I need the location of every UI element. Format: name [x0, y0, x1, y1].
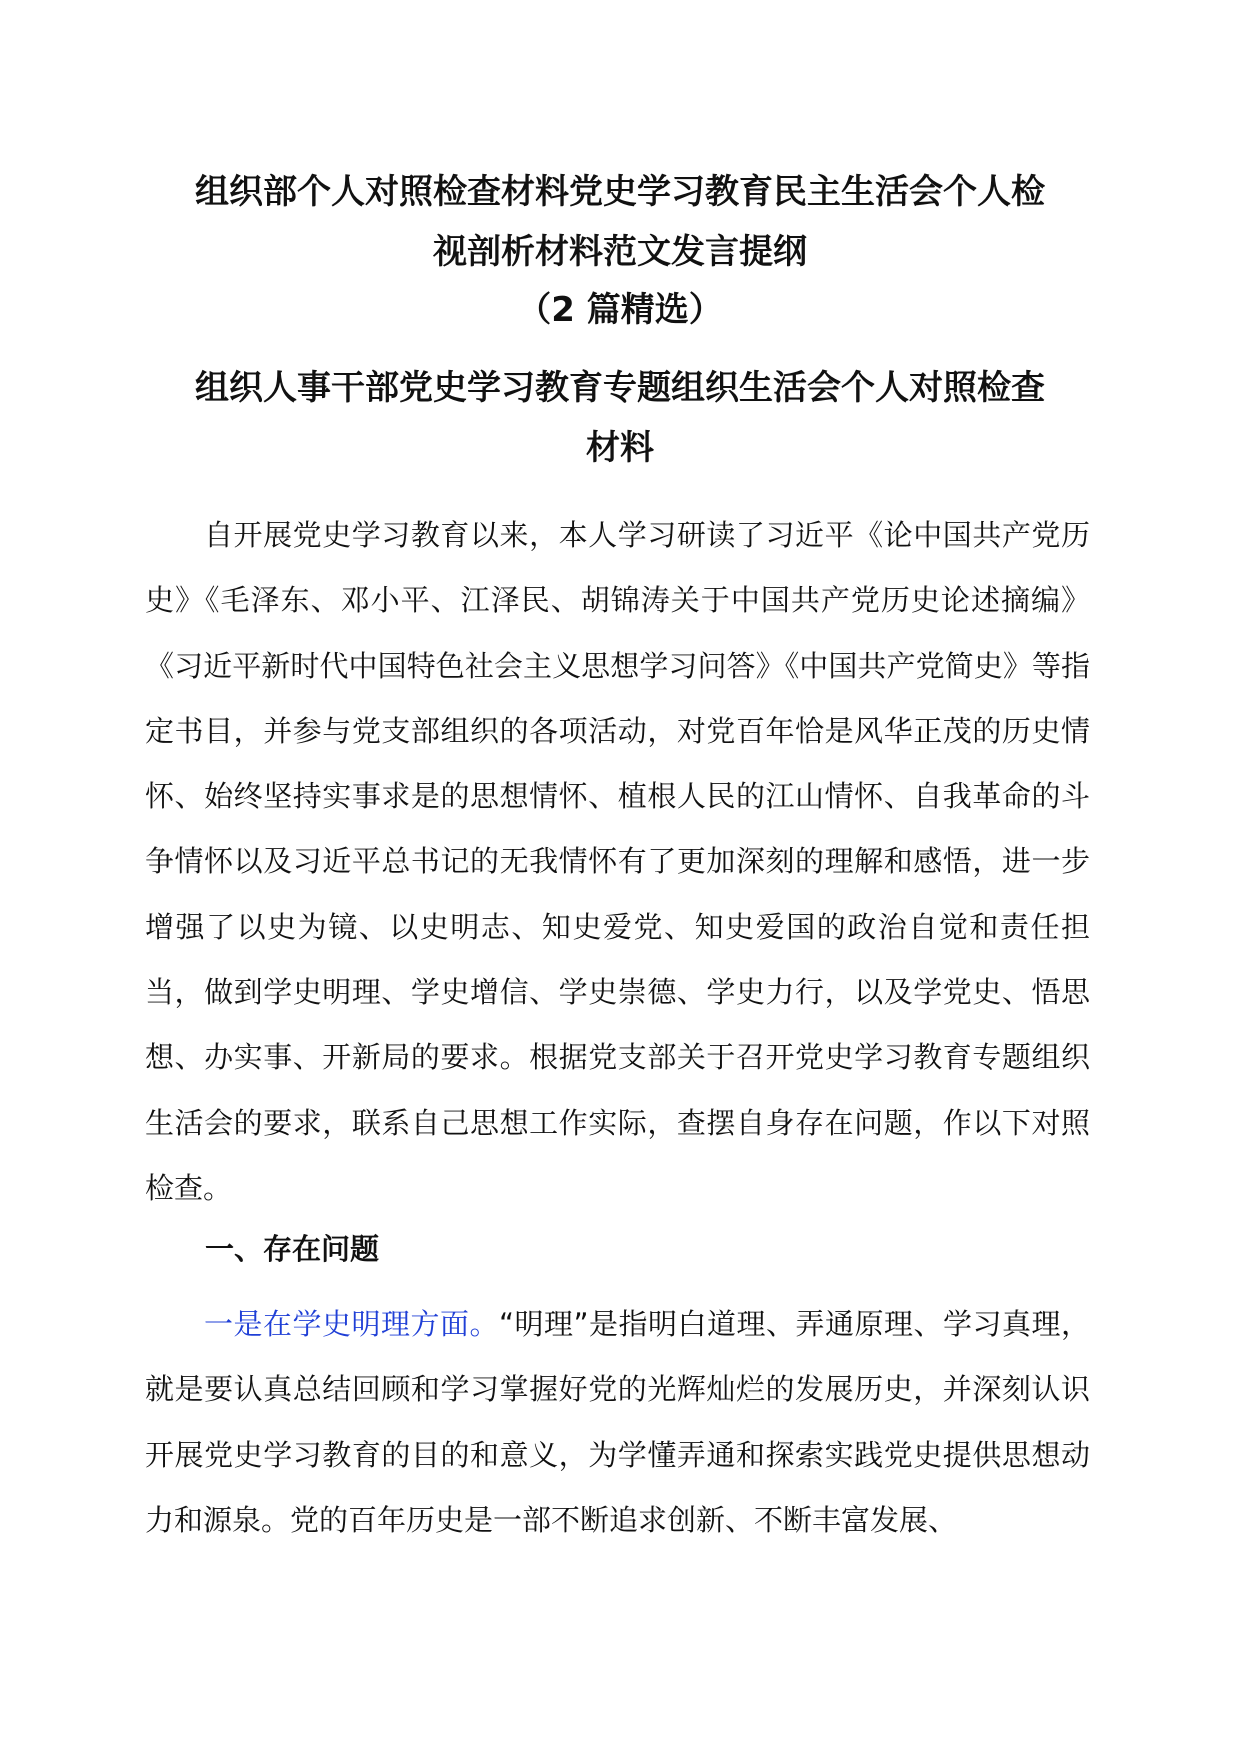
document-subtitle-line-2: 材料 — [586, 428, 654, 468]
document-subtitle-line-1: 组织人事干部党史学习教育专题组织生活会个人对照检查 — [195, 368, 1045, 408]
document-title-line-3: （2 篇精选） — [517, 290, 723, 330]
document-title-line-2: 视剖析材料范文发言提纲 — [433, 232, 807, 272]
section-heading: 一、存在问题 — [205, 1232, 380, 1266]
section-lead-highlight: 一是在学史明理方面。 — [204, 1307, 499, 1341]
section-paragraph — [145, 1292, 1090, 1553]
intro-paragraph: 自开展党史学习教育以来，本人学习研读了习近平《论中国共产党历史》《毛泽东、邓小平、江泽民、胡锦涛关于中国共产党历史论述摘编》《习近平新时代中国特色社会主义思想学习问答》《中国共产党简史》等指定书目，并参与党支部组织的各项活动，对党百年恰是风华正茂的历史情怀、始终坚持实事求是的思想情怀、植根人民的江山情怀、自我革命的斗争情怀以及习近平总书记的无我情怀有了更加深刻的理解和感悟，进一步增强了以史为镜、以史明志、知史爱党、知史爱国的政治自觉和责任担当，做到学史明理、学史增信、学史崇德、学史力行，以及学党史、悟思想、办实事、开新局的要求。根据党支部关于召开党史学习教育专题组织生活会的要求，联系自己思想工作实际，查摆自身存在问题，作以下对照检查。 — [145, 518, 1090, 1205]
section-paragraph-text: “明理”是指明白道理、弄通原理、学习真理，就是要认真总结回顾和学习掌握好党的光辉灿烂的发展历史，并深刻认识开展党史学习教育的目的和意义，为学懂弄通和探索实践党史提供思想动力和源泉。党的百年历史是一部不断追求创新、不断丰富发展、 — [145, 1307, 1090, 1537]
document-title-line-1: 组织部个人对照检查材料党史学习教育民主生活会个人检 — [195, 172, 1045, 212]
